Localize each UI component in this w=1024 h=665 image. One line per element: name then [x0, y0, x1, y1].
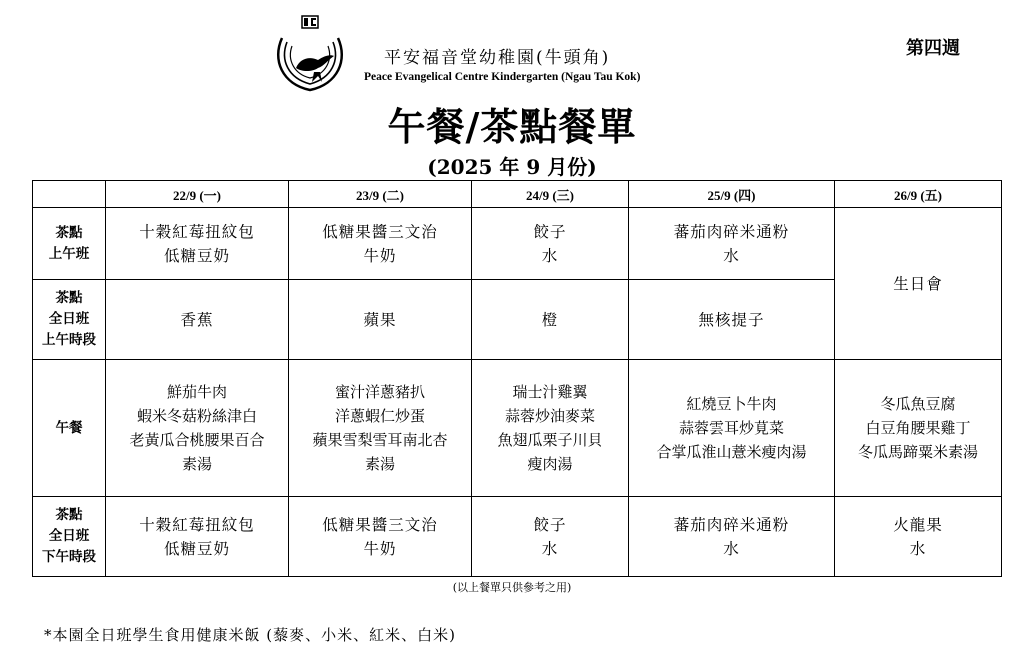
- menu-item: 洋蔥蝦仁炒蛋: [334, 407, 425, 425]
- menu-cell: [472, 208, 629, 280]
- menu-item: 低糖果醬三文治: [322, 222, 438, 241]
- menu-item: 牛奶: [363, 246, 397, 265]
- menu-item: 十穀紅莓扭紋包: [139, 222, 255, 241]
- day-header: 26/9 (五): [835, 181, 1002, 208]
- menu-item: 瑞士汁雞翼: [512, 383, 588, 401]
- menu-cell: [835, 497, 1002, 577]
- menu-item: 餃子: [533, 515, 567, 534]
- table-header-row: [33, 181, 1002, 208]
- dove-in-hands-logo: [268, 10, 352, 94]
- menu-item: 橙: [541, 310, 559, 329]
- menu-item: 白豆角腰果雞丁: [865, 419, 971, 437]
- menu-cell: [106, 208, 289, 280]
- row-label-line: 茶點: [55, 290, 83, 306]
- menu-cell: [289, 280, 472, 360]
- reference-footnote: (以上餐單只供參考之用): [452, 581, 572, 594]
- menu-item: 蒜蓉炒油麥菜: [504, 407, 595, 425]
- menu-cell: [472, 497, 629, 577]
- menu-cell: [629, 497, 835, 577]
- menu-item: 鮮茄牛肉: [166, 383, 227, 401]
- menu-cell: [106, 280, 289, 360]
- day-header: 25/9 (四): [629, 181, 835, 208]
- menu-item: 瘦肉湯: [527, 455, 573, 473]
- school-name-chinese: 平安福音堂幼稚園(牛頭角): [384, 48, 611, 68]
- menu-item: 蕃茄肉碎米通粉: [673, 222, 790, 241]
- menu-item: 無核提子: [698, 310, 765, 329]
- menu-cell: [629, 208, 835, 280]
- row-label-line: 全日班: [48, 528, 90, 544]
- row-label-line: 下午時段: [42, 549, 96, 565]
- menu-item: 蒜蓉雲耳炒莧菜: [678, 419, 784, 437]
- day-header: 22/9 (一): [106, 181, 289, 208]
- menu-item: 素湯: [364, 455, 395, 473]
- menu-item: 老黃瓜合桃腰果百合: [129, 431, 265, 449]
- menu-item: 低糖豆奶: [163, 246, 230, 265]
- menu-item: 水: [723, 246, 740, 265]
- menu-cell: [106, 360, 289, 497]
- row-label: [33, 280, 106, 360]
- row-label: [33, 360, 106, 497]
- row-label-line: 茶點: [55, 507, 83, 523]
- menu-item: 餃子: [533, 222, 567, 241]
- row-label-line: 全日班: [48, 311, 90, 327]
- menu-item: 水: [909, 539, 927, 558]
- menu-cell: [835, 360, 1002, 497]
- menu-cell: [472, 360, 629, 497]
- row-label-line: 上午時段: [42, 332, 96, 348]
- table-row: [33, 360, 1002, 497]
- day-header: 24/9 (三): [472, 181, 629, 208]
- menu-item: 魚翅瓜栗子川貝: [497, 431, 603, 449]
- menu-item: 水: [541, 539, 559, 558]
- rice-remark: *本園全日班學生食用健康米飯 (藜麥、小米、紅米、白米): [44, 626, 456, 644]
- menu-item: 蝦米冬菇粉絲津白: [136, 407, 257, 425]
- school-name-english: Peace Evangelical Centre Kindergarten (Ngau Tau Kok): [364, 71, 641, 83]
- row-label: [33, 208, 106, 280]
- table-row: [33, 208, 1002, 280]
- menu-cell: [629, 360, 835, 497]
- menu-item: 合掌瓜淮山薏米瘦肉湯: [656, 443, 807, 461]
- menu-item: 火龍果: [893, 515, 943, 534]
- corner-cell: [33, 181, 106, 208]
- menu-item: 香蕉: [180, 310, 214, 329]
- menu-cell: [289, 360, 472, 497]
- menu-item: 素湯: [181, 455, 212, 473]
- menu-item: 低糖果醬三文治: [322, 515, 438, 534]
- menu-item: 生日會: [893, 274, 943, 293]
- row-label-line: 午餐: [55, 419, 83, 436]
- birthday-party-cell: [835, 208, 1002, 360]
- menu-item: 十穀紅莓扭紋包: [139, 515, 255, 534]
- table-row: [33, 497, 1002, 577]
- menu-item: 冬瓜馬蹄粟米素湯: [857, 443, 978, 461]
- month-label: (2025 年 9 月份): [427, 155, 597, 179]
- menu-item: 紅燒豆卜牛肉: [686, 395, 777, 413]
- menu-item: 蜜汁洋蔥豬扒: [334, 383, 425, 401]
- page-title: 午餐/茶點餐單: [387, 104, 637, 149]
- menu-item: 低糖豆奶: [163, 539, 230, 558]
- menu-cell: [472, 280, 629, 360]
- row-label-line: 上午班: [48, 245, 90, 262]
- menu-table: [32, 180, 1002, 577]
- menu-cell: [289, 497, 472, 577]
- menu-item: 冬瓜魚豆腐: [880, 395, 956, 413]
- menu-item: 蘋果雪梨雪耳南北杏: [312, 431, 448, 449]
- day-header: 23/9 (二): [289, 181, 472, 208]
- row-label-line: 茶點: [55, 224, 83, 241]
- menu-item: 蕃茄肉碎米通粉: [673, 515, 790, 534]
- menu-cell: [629, 280, 835, 360]
- menu-item: 水: [723, 539, 740, 558]
- menu-cell: [289, 208, 472, 280]
- menu-cell: [106, 497, 289, 577]
- menu-item: 牛奶: [363, 539, 397, 558]
- week-label: 第四週: [906, 38, 960, 59]
- menu-item: 水: [541, 246, 559, 265]
- row-label: [33, 497, 106, 577]
- menu-item: 蘋果: [363, 310, 397, 329]
